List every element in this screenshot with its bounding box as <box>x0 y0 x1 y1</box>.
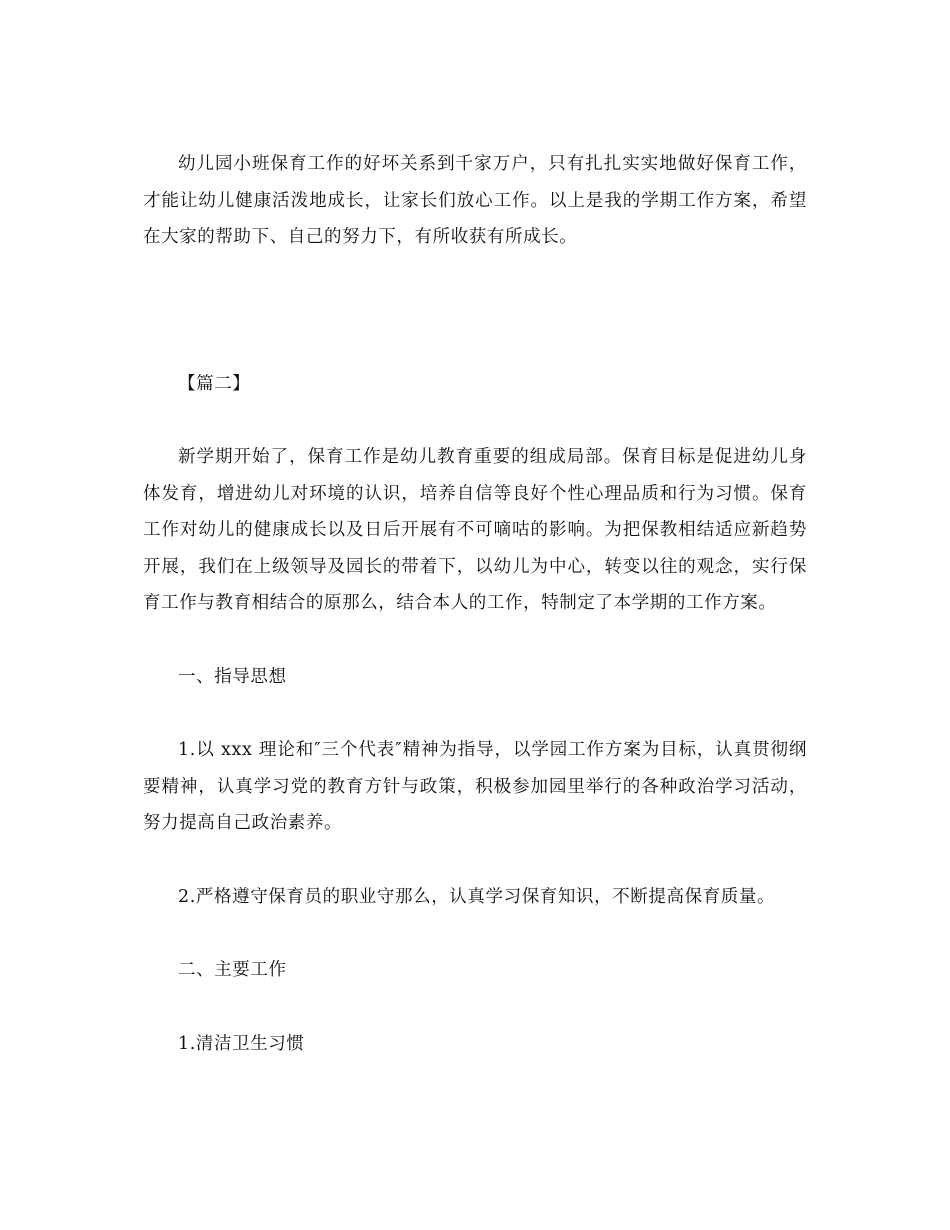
spacer <box>143 842 807 879</box>
spacer <box>143 622 807 659</box>
spacer <box>143 402 807 439</box>
guiding-item-1: 1.以 xxx 理论和″三个代表″精神为指导，以学园工作方案为目标，认真贯彻纲要精神，认真学习党的教育方针与政策，积极参加园里举行的各种政治学习活动，努力提高自己政治素养。 <box>143 740 807 833</box>
closing-paragraph: 幼儿园小班保育工作的好坏关系到千家万户，只有扎扎实实地做好保育工作，才能让幼儿健康活泼地成长，让家长们放心工作。以上是我的学期工作方案，希望在大家的帮助下、自己的努力下，有所收获有所成长。 <box>143 154 807 247</box>
heading-guiding-thought: 一、指导思想 <box>178 666 287 687</box>
section-title: 【篇二】 <box>178 373 251 394</box>
spacer <box>143 915 807 952</box>
heading-main-work: 二、主要工作 <box>178 960 287 980</box>
spacer <box>143 989 807 1026</box>
spacer <box>143 695 807 732</box>
intro-paragraph: 新学期开始了，保育工作是幼儿教育重要的组成局部。保育目标是促进幼儿身体发育，增进幼儿对环境的认识，培养自信等良好个性心理品质和行为习惯。保育工作对幼儿的健康成长以及日后开展有不可嘀咕的影响。为把保教相结适应新趋势开展，我们在上级领导及园长的带着下，以幼儿为中心，转变以往的观念，实行保育工作与教育相结合的原那么，结合本人的工作，特制定了本学期的工作方案。 <box>143 447 807 613</box>
document-body <box>143 146 807 1062</box>
main-work-item-1: 1.清洁卫生习惯 <box>178 1033 305 1054</box>
spacer <box>143 256 807 366</box>
guiding-item-2: 2.严格遵守保育员的职业守那么，认真学习保育知识，不断提高保育质量。 <box>178 886 776 907</box>
